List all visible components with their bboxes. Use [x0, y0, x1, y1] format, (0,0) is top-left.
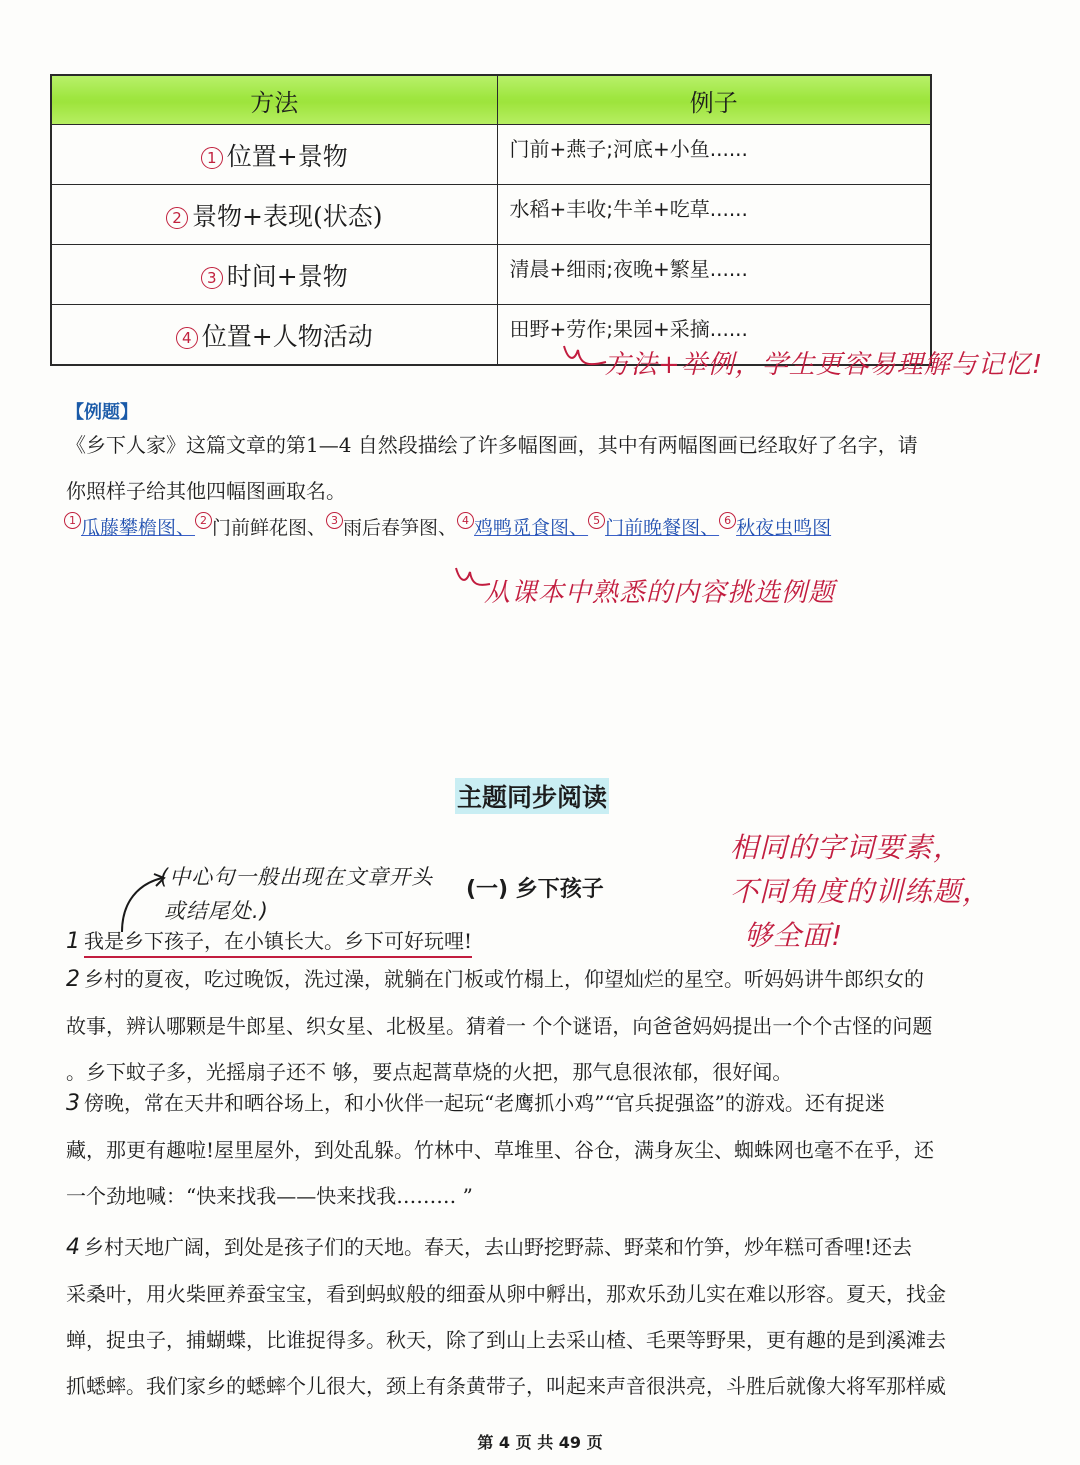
answer-number: 4 — [457, 512, 474, 529]
circle-number: 4 — [176, 327, 198, 349]
answer-item: 门前晚餐图、 — [605, 517, 720, 539]
squiggle-arrow-icon — [560, 340, 610, 370]
paragraph-3 — [66, 1080, 1012, 1219]
paragraph-line: 故事，辨认哪颗是牛郎星、织女星、北极星。猜着一 个个谜语，向爸爸妈妈提出一个个古怪的问题 — [66, 1014, 933, 1038]
example-answers — [64, 512, 831, 540]
answer-item: 瓜藤攀檐图、 — [81, 517, 196, 539]
story-title: (一) 乡下孩子 — [466, 877, 604, 902]
handwritten-note-textbook: 从课本中熟悉的内容挑选例题 — [484, 578, 836, 608]
answer-number: 3 — [326, 512, 343, 529]
line-text: 乡村的夏夜，吃过晚饭，洗过澡，就躺在门板或竹榻上，仰望灿烂的星空。听妈妈讲牛郎织女的 — [84, 967, 924, 991]
paragraph-line: 藏，那更有趣啦!屋里屋外，到处乱躲。竹林中、草堆里、谷仓，满身灰尘、蜘蛛网也毫不在乎，还 — [66, 1138, 935, 1162]
method-text: 时间+景物 — [226, 261, 348, 291]
example-cell: 清晨+细雨;夜晚+繁星...... — [497, 245, 931, 305]
table-row — [51, 185, 931, 245]
paragraph-line: 。乡下蚊子多，光摇扇子还不 够，要点起蒿草烧的火把，那气息很浓郁，很好闻。 — [66, 1060, 793, 1084]
example-cell: 田野+劳作;果园+采摘...... — [497, 305, 931, 366]
example-cell: 门前+燕子;河底+小鱼...... — [497, 125, 931, 185]
method-table — [50, 74, 932, 366]
method-text: 位置+景物 — [226, 141, 348, 171]
paragraph-line — [66, 956, 1012, 1003]
answer-number: 5 — [588, 512, 605, 529]
question-line: 你照样子给其他四幅图画取名。 — [66, 479, 346, 503]
circle-number: 1 — [201, 147, 223, 169]
method-cell — [51, 185, 497, 245]
header-example: 例子 — [497, 75, 931, 125]
page-footer: 第 4 页 共 49 页 — [477, 1433, 603, 1452]
note-line: 相同的字词要素， — [730, 831, 963, 864]
theme-title: 主题同步阅读 — [455, 778, 609, 814]
table-row — [51, 245, 931, 305]
paragraph-line — [66, 1080, 1012, 1127]
paragraph-line: 采桑叶，用火柴匣养蚕宝宝，看到蚂蚁般的细蚕从卵中孵出，那欢乐劲儿实在难以形容。夏天，找金 — [66, 1282, 946, 1306]
table-row — [51, 125, 931, 185]
circle-number: 2 — [166, 207, 188, 229]
paragraph-line: 一个劲地喊：“快来找我——快来找我……… ” — [66, 1184, 473, 1208]
note-line: 够全面! — [744, 919, 844, 952]
line-text: 傍晚，常在天井和晒谷场上，和小伙伴一起玩“老鹰抓小鸡”“官兵捉强盗”的游戏。还有捉迷 — [84, 1091, 885, 1115]
note-line: (中心句一般出现在文章开头 — [160, 865, 434, 889]
answer-item: 鸡鸭觅食图、 — [474, 517, 589, 539]
paragraph-line: 蝉，捉虫子，捕蝴蝶，比谁捉得多。秋天，除了到山上去采山楂、毛栗等野果，更有趣的是到溪滩去 — [66, 1328, 946, 1352]
example-cell: 水稻+丰收;牛羊+吃草...... — [497, 185, 931, 245]
paragraph-line: 抓蟋蟀。我们家乡的蟋蟀个儿很大，颈上有条黄带子，叫起来声音很洪亮，斗胜后就像大将军那样威 — [66, 1374, 946, 1398]
answer-number: 6 — [719, 512, 736, 529]
key-sentence: 我是乡下孩子，在小镇长大。乡下可好玩哩! — [84, 929, 472, 958]
paragraph-number: 3 — [66, 1091, 80, 1116]
method-cell — [51, 125, 497, 185]
paragraph-number: 4 — [66, 1235, 80, 1260]
example-label: 【例题】 — [66, 402, 138, 423]
answer-number: 2 — [195, 512, 212, 529]
paragraph-number: 1 — [66, 929, 80, 954]
note-line: 不同角度的训练题， — [730, 875, 992, 908]
answer-item: 雨后春笋图、 — [343, 517, 458, 539]
handwritten-note-method: 方法+举例，学生更容易理解与记忆! — [604, 350, 1044, 380]
note-line: 或结尾处.) — [164, 899, 269, 923]
paragraph-2 — [66, 956, 1012, 1095]
method-text: 景物+表现(状态) — [192, 201, 383, 231]
answer-item: 秋夜虫鸣图 — [736, 517, 832, 539]
method-cell — [51, 245, 497, 305]
method-text: 位置+人物活动 — [201, 321, 373, 351]
answer-number: 1 — [64, 512, 81, 529]
answer-item: 门前鲜花图、 — [212, 517, 327, 539]
paragraph-4 — [66, 1224, 1012, 1409]
method-cell — [51, 305, 497, 366]
paragraph-number: 2 — [66, 967, 80, 992]
line-text: 乡村天地广阔，到处是孩子们的天地。春天，去山野挖野蒜、野菜和竹笋，炒年糕可香哩!还去 — [84, 1235, 913, 1259]
paragraph-line — [66, 1224, 1012, 1271]
circle-number: 3 — [201, 267, 223, 289]
example-question — [66, 422, 1012, 514]
header-method: 方法 — [51, 75, 497, 125]
question-line: 《乡下人家》这篇文章的第1—4 自然段描绘了许多幅图画，其中有两幅图画已经取好了名字，请 — [66, 433, 918, 457]
